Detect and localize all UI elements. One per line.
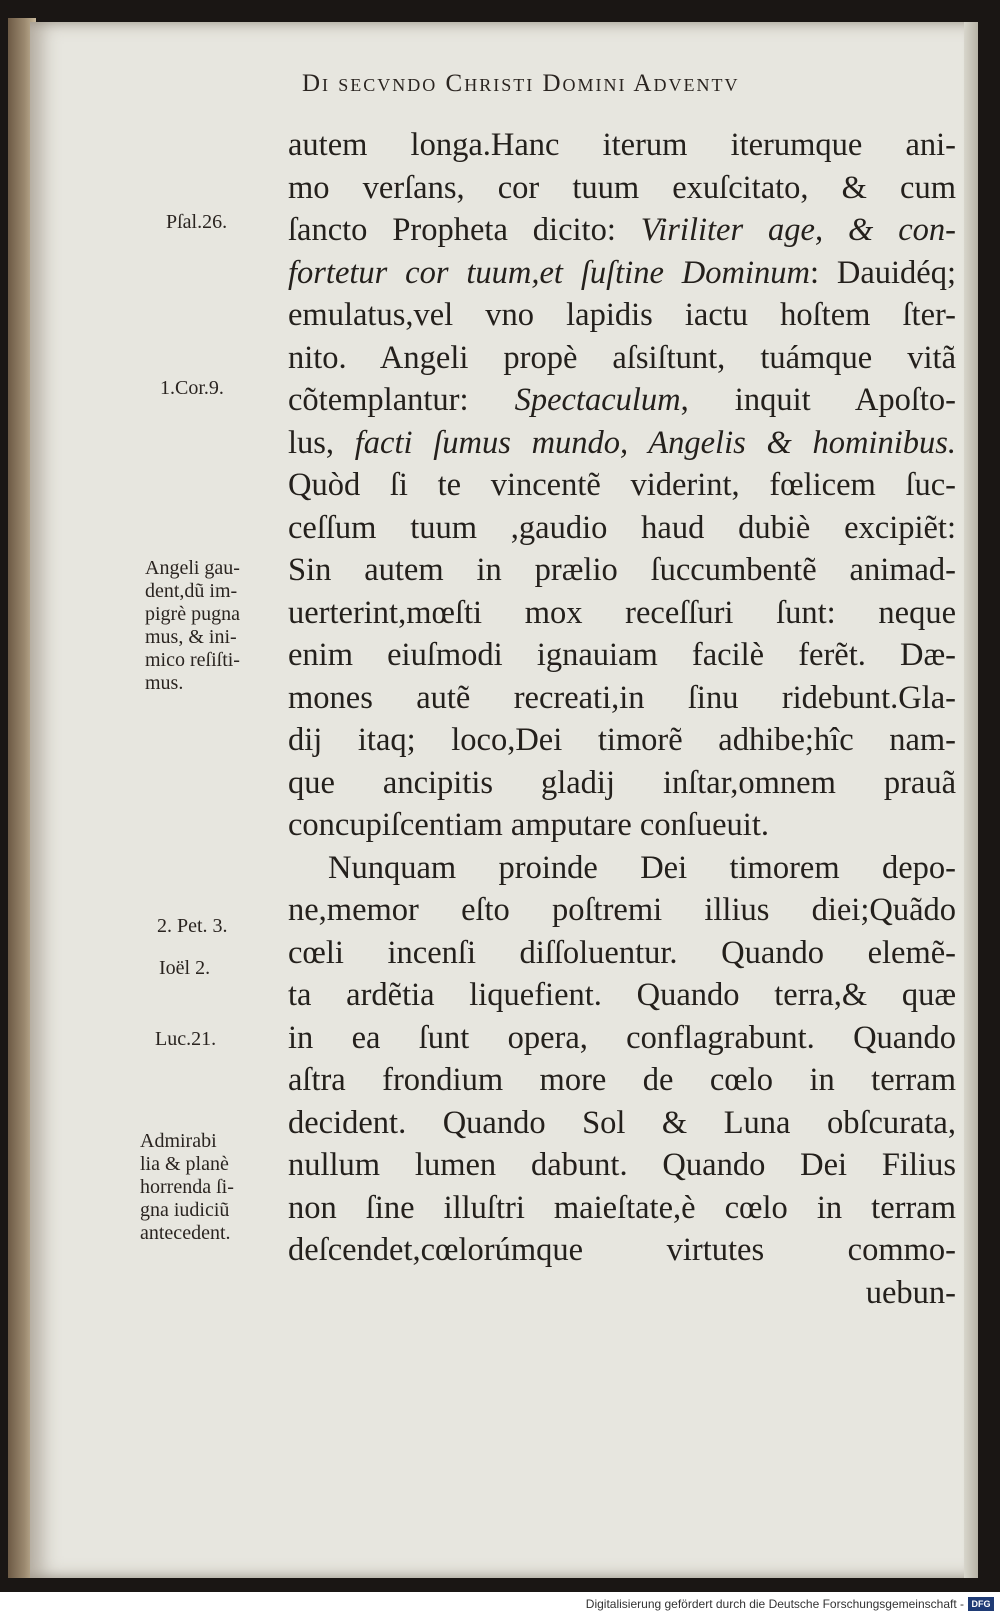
margin-note-angeli [145, 557, 240, 695]
text-line [288, 422, 956, 465]
text-segment: nullum lumen dabunt. Quando Dei Filius [288, 1147, 956, 1183]
text-segment: decident. Quando Sol & Luna obſcurata, [288, 1104, 956, 1141]
margin-note-line: mus. [145, 672, 184, 694]
text-segment: deſcendet,cœlorúmque virtutes commo- [288, 1232, 956, 1268]
margin-note-line: 1.Cor.9. [160, 377, 224, 399]
margin-note-line: Ioël 2. [159, 957, 211, 979]
text-line [288, 592, 956, 635]
text-segment: enim eiuſmodi ignauiam facilè ferẽt. Dæ- [288, 637, 956, 673]
text-segment: in ea ſunt opera, conflagrabunt. Quando [288, 1019, 956, 1056]
text-line [288, 167, 956, 210]
margin-note-psal [166, 211, 227, 234]
text-segment: dij itaq; loco,Dei timorẽ adhibe;hîc nam- [288, 722, 956, 758]
italic-segment: Spectaculum [514, 382, 681, 418]
text-line [288, 932, 956, 975]
text-line [288, 507, 956, 550]
text-line [288, 847, 956, 890]
text-line [288, 719, 956, 762]
text-line [288, 124, 956, 167]
text-line [288, 634, 956, 677]
margin-note-line: pigrè pugna [145, 603, 240, 625]
margin-note-line: mico reſiſti- [145, 649, 240, 671]
text-segment: nito. Angeli propè aſsiſtunt, tuámque vitã [288, 339, 956, 376]
text-segment: non ſine illuſtri maieſtate,è cœlo in terram [288, 1189, 956, 1226]
text-segment: Quòd ſi te vincentẽ viderint, fœlicem ſuc- [288, 467, 956, 503]
italic-segment: Viriliter age, & con- [640, 212, 956, 248]
text-segment: concupiſcentiam amputare conſueuit. [288, 807, 769, 843]
text-line [288, 974, 956, 1017]
text-line [288, 337, 956, 380]
margin-note-pet [157, 915, 228, 938]
text-segment: cœli incenſi diſſoluentur. Quando elemẽ- [288, 934, 956, 971]
text-line [288, 1017, 956, 1060]
margin-note-line: gna iudiciũ [140, 1199, 230, 1221]
margin-note-line: Luc.21. [155, 1028, 217, 1050]
italic-segment: fortetur cor tuum,et ſuſtine Dominum [288, 254, 810, 291]
text-segment: : Dauidéq; [809, 254, 956, 291]
text-line [288, 1102, 956, 1145]
text-line [288, 1187, 956, 1230]
text-line [288, 677, 956, 720]
text-segment: que ancipitis gladij inſtar,omnem prauã [288, 764, 956, 801]
text-segment: lus, [288, 424, 355, 461]
margin-note-ioel [159, 957, 210, 980]
footer-credit: Digitalisierung gefördert durch die Deutsche Forschungsgemeinschaft - [585, 1597, 964, 1611]
text-line [288, 379, 956, 422]
running-head: Di secvndo Christi Domini Adventv [302, 70, 740, 97]
text-segment: Sin autem in prælio ſuccumbentẽ animad- [288, 552, 956, 588]
text-segment: Nunquam proinde Dei timorem depo- [328, 849, 956, 886]
text-line [288, 209, 956, 252]
margin-note-line: lia & planè [140, 1153, 229, 1175]
text-segment: emulatus,vel vno lapidis iactu hoſtem ſter- [288, 297, 956, 333]
margin-note-line: Admirabi [140, 1130, 217, 1152]
text-segment: ne,memor eſto poſtremi illius diei;Quãdo [288, 892, 956, 928]
margin-note-line: 2. Pet. 3. [157, 915, 228, 937]
margin-note-admirabi [140, 1130, 234, 1245]
margin-note-line: Angeli gau- [145, 557, 240, 579]
margin-note-line: Pſal.26. [166, 211, 228, 233]
body-text [288, 124, 956, 1314]
text-segment: mones autẽ recreati,in ſinu ridebunt.Gla- [288, 679, 956, 716]
margin-note-line: mus, & ini- [145, 626, 237, 648]
text-line [288, 252, 956, 295]
margin-note-line: antecedent. [140, 1222, 231, 1244]
text-line [288, 549, 956, 592]
text-line [288, 762, 956, 805]
margin-note-luc [155, 1028, 216, 1051]
text-segment: ta ardẽtia liquefient. Quando terra,& quæ [288, 977, 956, 1013]
text-line [288, 804, 956, 847]
text-segment: uebun- [865, 1274, 956, 1311]
text-line [288, 1272, 956, 1315]
text-segment: uerterint,mœſti mox receſſuri ſunt: neque [288, 594, 956, 631]
text-line [288, 1144, 956, 1187]
text-segment: , inquit Apoſto- [680, 382, 957, 418]
text-line [288, 889, 956, 932]
page-right-edge [964, 22, 978, 1578]
italic-segment: facti ſumus mundo, Angelis & hominibus. [354, 424, 956, 461]
margin-note-cor [160, 377, 224, 400]
margin-note-line: dent,dũ im- [145, 580, 238, 602]
text-line [288, 294, 956, 337]
text-segment: ceſſum tuum ,gaudio haud dubiè excipiẽt: [288, 509, 956, 546]
text-segment: aſtra frondium more de cœlo in terram [288, 1062, 956, 1098]
dfg-logo: DFG [968, 1597, 994, 1611]
text-line [288, 1229, 956, 1272]
text-line [288, 1059, 956, 1102]
text-segment: autem longa.Hanc iterum iterumque ani- [288, 127, 956, 163]
text-segment: ſancto Propheta dicito: [288, 212, 641, 248]
footer-bar [0, 1592, 1000, 1617]
margin-note-line: horrenda ſi- [140, 1176, 234, 1198]
text-segment: cõtemplantur: [288, 382, 515, 418]
text-line [288, 464, 956, 507]
text-segment: mo verſans, cor tuum exuſcitato, & cum [288, 169, 956, 206]
